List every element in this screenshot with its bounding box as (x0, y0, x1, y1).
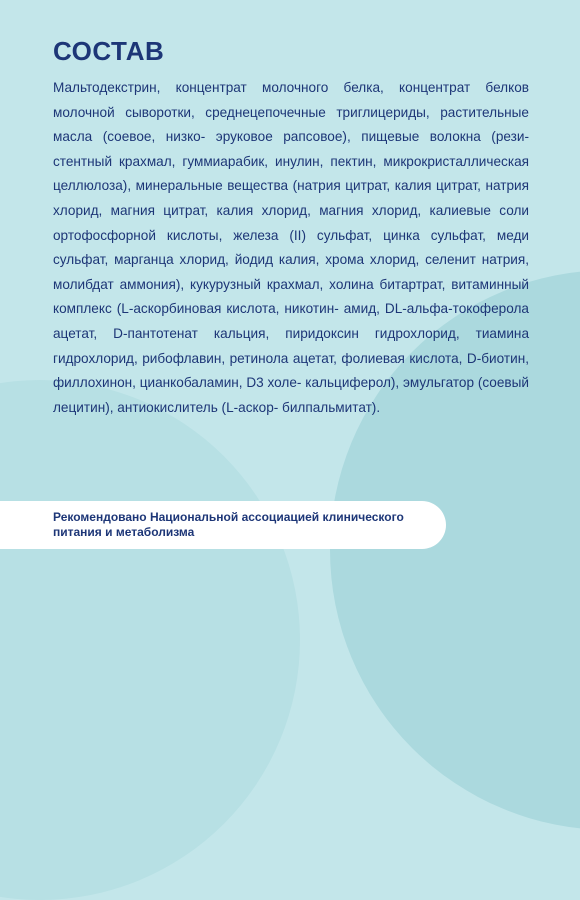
recommendation-box (0, 501, 446, 549)
background-circle-left (0, 380, 300, 900)
composition-section (53, 36, 529, 420)
composition-text: Мальтодекстрин, концентрат молочного белка, концентрат белков молочной сыворотки, среднецепочечные триглицериды, растительные масла (соевое, низко- эруковое рапсовое), пищевые волокна (рези- стентный крахмал, гуммиарабик, инулин, пектин, микрокристаллическая целлюлоза), минеральные вещества (натрия цитрат, калия цитрат, натрия хлорид, магния цитрат, калия хлорид, магния хлорид, калиевые соли ортофосфорной кислоты, железа (II) сульфат, цинка сульфат, меди сульфат, марганца хлорид, йодид калия, хрома хлорид, селенит натрия, молибдат аммония), кукурузный крахмал, холина битартрат, витаминный комплекс (L-аскорбиновая кислота, никотин- амид, DL-альфа-токоферола ацетат, D-пантотенат кальция, пиридоксин гидрохлорид, тиамина гидрохлорид, рибофлавин, ретинола ацетат, фолиевая кислота, D-биотин, филлохинон, цианкобаламин, D3 холе- кальциферол), эмульгатор (соевый лецитин), антиокислитель (L-аскор- билпальмитат). (53, 80, 530, 415)
recommendation-text: Рекомендовано Национальной ассоциацией клинического питания и метаболизма (53, 510, 404, 539)
composition-title: СОСТАВ (53, 36, 165, 66)
